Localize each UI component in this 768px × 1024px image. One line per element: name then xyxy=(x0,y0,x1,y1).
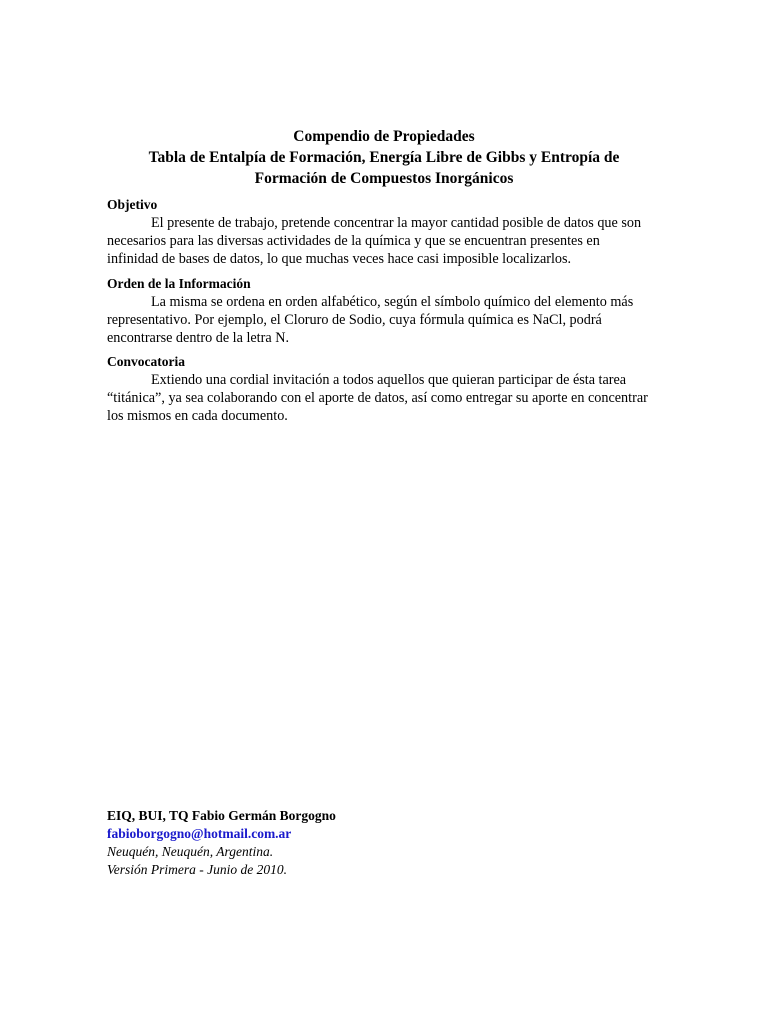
author-email-link[interactable]: fabioborgogno@hotmail.com.ar xyxy=(107,826,292,841)
title-line-2: Tabla de Entalpía de Formación, Energía Libre de Gibbs y Entropía de xyxy=(148,149,620,166)
document-footer xyxy=(107,807,667,879)
document-version: Versión Primera - Junio de 2010. xyxy=(107,862,287,877)
paragraph-line: necesarios para las diversas actividades de la química y que se encuentran presentes en xyxy=(107,233,600,249)
section-heading: Objetivo xyxy=(107,197,158,212)
paragraph-line: encontrarse dentro de la letra N. xyxy=(107,330,289,346)
paragraph-line: La misma se ordena en orden alfabético, según el símbolo químico del elemento más xyxy=(151,294,634,310)
paragraph-line: “titánica”, ya sea colaborando con el aporte de datos, así como entregar su aporte en concentrar xyxy=(107,390,648,406)
author-location: Neuquén, Neuquén, Argentina. xyxy=(107,844,274,859)
paragraph-line: infinidad de bases de datos, lo que muchas veces hace casi imposible localizarlos. xyxy=(107,251,572,267)
author-name: EIQ, BUI, TQ Fabio Germán Borgogno xyxy=(107,808,336,823)
section-convocatoria xyxy=(107,353,667,425)
section-body xyxy=(107,371,667,425)
title-line-3: Formación de Compuestos Inorgánicos xyxy=(254,170,514,187)
paragraph-line: Extiendo una cordial invitación a todos aquellos que quieran participar de ésta tarea xyxy=(151,372,627,388)
section-heading: Convocatoria xyxy=(107,354,185,369)
section-objetivo xyxy=(107,196,667,268)
paragraph-line: El presente de trabajo, pretende concentrar la mayor cantidad posible de datos que son xyxy=(151,215,642,231)
section-body xyxy=(107,293,667,347)
paragraph-line: los mismos en cada documento. xyxy=(107,408,288,424)
section-body xyxy=(107,214,667,268)
document-title xyxy=(100,126,668,189)
section-orden-informacion xyxy=(107,275,667,347)
paragraph-line: representativo. Por ejemplo, el Cloruro de Sodio, cuya fórmula química es NaCl, podrá xyxy=(107,312,602,328)
section-heading: Orden de la Información xyxy=(107,276,251,291)
title-line-1: Compendio de Propiedades xyxy=(293,128,475,145)
